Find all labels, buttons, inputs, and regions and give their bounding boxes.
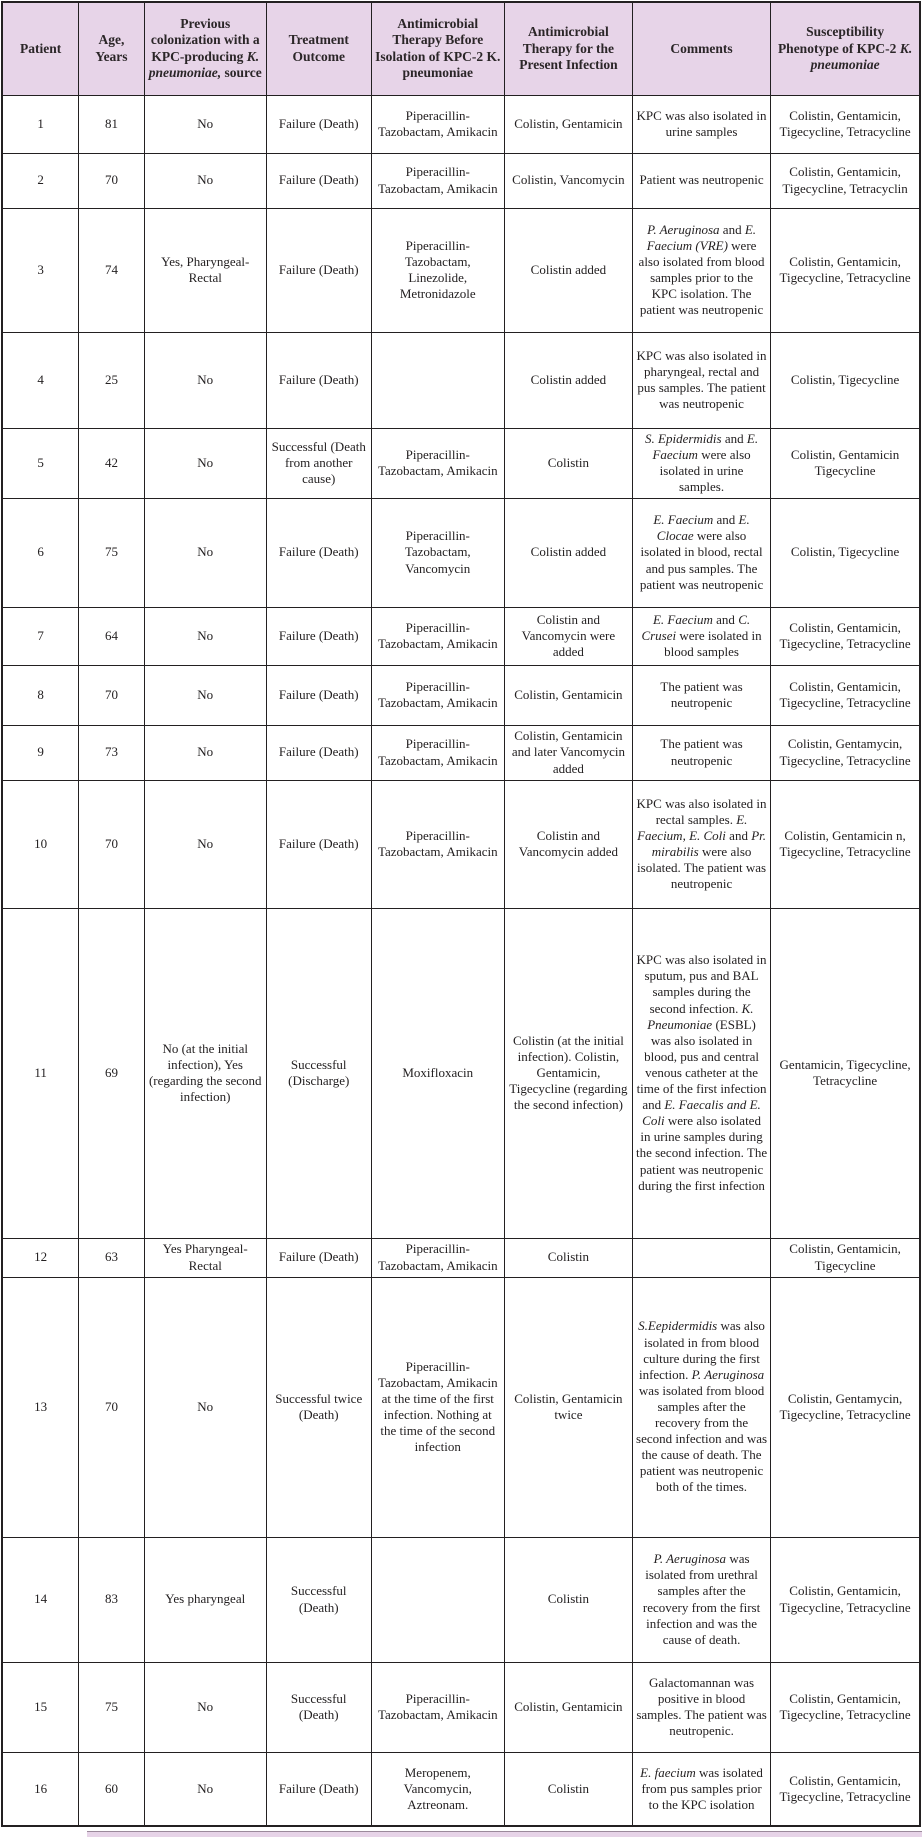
- patients-table: [1, 1, 921, 1827]
- cell-susceptibility: Colistin, Gentamicin n, Tigecycline, Tetracycline: [771, 780, 920, 908]
- table-row: [2, 908, 920, 1238]
- cell-age: 83: [79, 1537, 145, 1662]
- cell-age: 75: [79, 498, 145, 607]
- cell-age: 70: [79, 780, 145, 908]
- cell-susceptibility: Colistin, Gentamicin, Tigecycline, Tetracycline: [771, 607, 920, 665]
- cell-therapy_before: [371, 332, 504, 428]
- cell-therapy_before: Moxifloxacin: [371, 908, 504, 1238]
- cell-therapy_before: Piperacillin-Tazobactam, Amikacin: [371, 725, 504, 780]
- cell-therapy_present: Colistin, Gentamicin: [504, 665, 632, 725]
- cell-comments: P. Aeruginosa and E. Faecium (VRE) were also isolated from blood samples prior to the KPC isolation. The patient was neutropenic: [632, 208, 770, 332]
- cell-patient: 5: [2, 428, 79, 498]
- table-row: [2, 1752, 920, 1826]
- table-row: [2, 665, 920, 725]
- cell-patient: 1: [2, 95, 79, 153]
- cell-susceptibility: Colistin, Gentamycin, Tigecycline, Tetracycline: [771, 725, 920, 780]
- cell-prev_colonization: No: [144, 665, 266, 725]
- cell-susceptibility: Colistin, Tigecycline: [771, 332, 920, 428]
- table-row: [2, 498, 920, 607]
- cell-patient: 6: [2, 498, 79, 607]
- cell-prev_colonization: No: [144, 332, 266, 428]
- cell-therapy_before: [371, 1537, 504, 1662]
- cell-patient: 7: [2, 607, 79, 665]
- col-header-patient: Patient: [2, 2, 79, 95]
- cell-comments: E. faecium was isolated from pus samples prior to the KPC isolation: [632, 1752, 770, 1826]
- cell-therapy_present: Colistin, Gentamicin and later Vancomycin added: [504, 725, 632, 780]
- cell-prev_colonization: Yes, Pharyngeal-Rectal: [144, 208, 266, 332]
- table-row: [2, 607, 920, 665]
- cell-susceptibility: Colistin, Gentamicin Tigecycline: [771, 428, 920, 498]
- header-row: [2, 2, 920, 95]
- cell-therapy_before: Piperacillin-Tazobactam, Amikacin: [371, 1238, 504, 1277]
- cell-therapy_present: Colistin and Vancomycin added: [504, 780, 632, 908]
- cell-comments: The patient was neutropenic: [632, 725, 770, 780]
- cell-comments: P. Aeruginosa was isolated from urethral samples after the recovery from the first infection and was the cause of death.: [632, 1537, 770, 1662]
- cell-comments: KPC was also isolated in pharyngeal, rectal and pus samples. The patient was neutropenic: [632, 332, 770, 428]
- cell-treatment_outcome: Successful (Death from another cause): [266, 428, 371, 498]
- cell-therapy_present: Colistin added: [504, 332, 632, 428]
- table-body: [2, 95, 920, 1826]
- cell-treatment_outcome: Failure (Death): [266, 607, 371, 665]
- cell-treatment_outcome: Failure (Death): [266, 332, 371, 428]
- cell-comments: E. Faecium and E. Clocae were also isolated in blood, rectal and pus samples. The patient was neutropenic: [632, 498, 770, 607]
- cell-comments: KPC was also isolated in urine samples: [632, 95, 770, 153]
- cell-therapy_before: Piperacillin-Tazobactam, Amikacin: [371, 780, 504, 908]
- cell-therapy_before: Piperacillin-Tazobactam, Amikacin: [371, 95, 504, 153]
- cell-age: 42: [79, 428, 145, 498]
- cell-patient: 11: [2, 908, 79, 1238]
- cell-prev_colonization: Yes Pharyngeal-Rectal: [144, 1238, 266, 1277]
- cell-therapy_before: Meropenem, Vancomycin, Aztreonam.: [371, 1752, 504, 1826]
- cell-patient: 2: [2, 153, 79, 208]
- cell-patient: 3: [2, 208, 79, 332]
- cell-treatment_outcome: Failure (Death): [266, 153, 371, 208]
- cell-patient: 4: [2, 332, 79, 428]
- cell-age: 70: [79, 665, 145, 725]
- table-row: [2, 95, 920, 153]
- cell-prev_colonization: No: [144, 780, 266, 908]
- col-header-comments: Comments: [632, 2, 770, 95]
- cell-age: 81: [79, 95, 145, 153]
- cell-age: 75: [79, 1662, 145, 1752]
- cell-susceptibility: Colistin, Gentamicin, Tigecycline, Tetracyclin: [771, 153, 920, 208]
- cell-susceptibility: Colistin, Gentamicin, Tigecycline, Tetracycline: [771, 1662, 920, 1752]
- cell-therapy_before: Piperacillin-Tazobactam, Amikacin: [371, 428, 504, 498]
- cell-treatment_outcome: Failure (Death): [266, 1752, 371, 1826]
- cell-therapy_present: Colistin added: [504, 208, 632, 332]
- col-header-therapy_before: Antimicrobial Therapy Before Isolation of KPC-2 K. pneumoniae: [371, 2, 504, 95]
- table-row: [2, 1238, 920, 1277]
- cell-therapy_present: Colistin: [504, 1537, 632, 1662]
- table-row: [2, 1277, 920, 1537]
- cell-susceptibility: Colistin, Gentamicin, Tigecycline, Tetracycline: [771, 665, 920, 725]
- table-row: [2, 1537, 920, 1662]
- cell-comments: KPC was also isolated in rectal samples. E. Faecium, E. Coli and Pr. mirabilis were also isolated. The patient was neutropenic: [632, 780, 770, 908]
- cell-therapy_before: Piperacillin-Tazobactam, Linezolide, Metronidazole: [371, 208, 504, 332]
- cell-prev_colonization: No: [144, 607, 266, 665]
- cell-age: 70: [79, 1277, 145, 1537]
- cell-therapy_present: Colistin: [504, 1752, 632, 1826]
- table-row: [2, 725, 920, 780]
- cell-comments: The patient was neutropenic: [632, 665, 770, 725]
- cell-susceptibility: Colistin, Gentamicin, Tigecycline: [771, 1238, 920, 1277]
- cell-age: 60: [79, 1752, 145, 1826]
- cell-susceptibility: Colistin, Gentamicin, Tigecycline, Tetracycline: [771, 1752, 920, 1826]
- cell-therapy_before: Piperacillin-Tazobactam, Amikacin: [371, 1662, 504, 1752]
- cell-treatment_outcome: Successful (Death): [266, 1662, 371, 1752]
- cell-comments: S. Epidermidis and E. Faecium were also isolated in urine samples.: [632, 428, 770, 498]
- col-header-susceptibility: Susceptibility Phenotype of KPC-2 K. pneumoniae: [771, 2, 920, 95]
- cell-prev_colonization: No (at the initial infection), Yes (regarding the second infection): [144, 908, 266, 1238]
- cell-treatment_outcome: Failure (Death): [266, 95, 371, 153]
- cell-therapy_present: Colistin, Vancomycin: [504, 153, 632, 208]
- cell-therapy_present: Colistin, Gentamicin: [504, 95, 632, 153]
- table-row: [2, 780, 920, 908]
- cell-patient: 15: [2, 1662, 79, 1752]
- cell-therapy_before: Piperacillin-Tazobactam, Amikacin: [371, 153, 504, 208]
- table-row: [2, 153, 920, 208]
- col-header-treatment_outcome: Treatment Outcome: [266, 2, 371, 95]
- cell-treatment_outcome: Failure (Death): [266, 780, 371, 908]
- cell-prev_colonization: No: [144, 498, 266, 607]
- cell-age: 63: [79, 1238, 145, 1277]
- cell-susceptibility: Colistin, Gentamycin, Tigecycline, Tetracycline: [771, 1277, 920, 1537]
- cell-therapy_present: Colistin: [504, 1238, 632, 1277]
- cell-therapy_before: Piperacillin-Tazobactam, Amikacin: [371, 607, 504, 665]
- cell-comments: Galactomannan was positive in blood samples. The patient was neutropenic.: [632, 1662, 770, 1752]
- cell-susceptibility: Colistin, Gentamicin, Tigecycline, Tetracycline: [771, 1537, 920, 1662]
- cell-patient: 16: [2, 1752, 79, 1826]
- table-row: [2, 332, 920, 428]
- table-row: [2, 208, 920, 332]
- cell-comments: KPC was also isolated in sputum, pus and BAL samples during the second infection. K. Pneumoniae (ESBL) was also isolated in blood, pus and central venous catheter at the time of the first infection and E. Faecalis and E. Coli were also isolated in urine samples during the second infection. The patient was neutropenic during the first infection: [632, 908, 770, 1238]
- cell-age: 69: [79, 908, 145, 1238]
- cell-prev_colonization: Yes pharyngeal: [144, 1537, 266, 1662]
- cell-age: 70: [79, 153, 145, 208]
- cell-age: 64: [79, 607, 145, 665]
- cell-age: 25: [79, 332, 145, 428]
- table-row: [2, 428, 920, 498]
- col-header-therapy_present: Antimicrobial Therapy for the Present Infection: [504, 2, 632, 95]
- cell-susceptibility: Colistin, Gentamicin, Tigecycline, Tetracycline: [771, 208, 920, 332]
- cell-comments: [632, 1238, 770, 1277]
- cell-comments: Patient was neutropenic: [632, 153, 770, 208]
- cell-therapy_present: Colistin (at the initial infection). Colistin, Gentamicin, Tigecycline (regarding the second infection): [504, 908, 632, 1238]
- cell-prev_colonization: No: [144, 725, 266, 780]
- cell-patient: 10: [2, 780, 79, 908]
- cell-treatment_outcome: Successful (Discharge): [266, 908, 371, 1238]
- cell-age: 73: [79, 725, 145, 780]
- col-header-age: Age, Years: [79, 2, 145, 95]
- cell-treatment_outcome: Failure (Death): [266, 498, 371, 607]
- cell-prev_colonization: No: [144, 1277, 266, 1537]
- cell-patient: 8: [2, 665, 79, 725]
- cell-prev_colonization: No: [144, 153, 266, 208]
- cell-comments: E. Faecium and C. Crusei were isolated in blood samples: [632, 607, 770, 665]
- cell-treatment_outcome: Successful twice (Death): [266, 1277, 371, 1537]
- cell-susceptibility: Colistin, Tigecycline: [771, 498, 920, 607]
- cell-comments: S.Eepidermidis was also isolated in from blood culture during the first infection. P. Aeruginosa was isolated from blood samples after the recovery from the second infection and was the cause of death. The patient was neutropenic both of the times.: [632, 1277, 770, 1537]
- cell-susceptibility: Gentamicin, Tigecycline, Tetracycline: [771, 908, 920, 1238]
- cell-therapy_present: Colistin added: [504, 498, 632, 607]
- cell-therapy_before: Piperacillin-Tazobactam, Amikacin at the time of the first infection. Nothing at the time of the second infection: [371, 1277, 504, 1537]
- cell-prev_colonization: No: [144, 428, 266, 498]
- next-table-header-sliver: [87, 1831, 922, 1837]
- cell-therapy_present: Colistin, Gentamicin: [504, 1662, 632, 1752]
- cell-therapy_before: Piperacillin-Tazobactam, Vancomycin: [371, 498, 504, 607]
- cell-therapy_present: Colistin and Vancomycin were added: [504, 607, 632, 665]
- cell-patient: 12: [2, 1238, 79, 1277]
- table-header: [2, 2, 920, 95]
- cell-treatment_outcome: Successful (Death): [266, 1537, 371, 1662]
- cell-treatment_outcome: Failure (Death): [266, 208, 371, 332]
- table-row: [2, 1662, 920, 1752]
- cell-treatment_outcome: Failure (Death): [266, 665, 371, 725]
- cell-patient: 14: [2, 1537, 79, 1662]
- cell-age: 74: [79, 208, 145, 332]
- cell-treatment_outcome: Failure (Death): [266, 1238, 371, 1277]
- col-header-prev_colonization: Previous colonization with a KPC-producing K. pneumoniae, source: [144, 2, 266, 95]
- cell-therapy_present: Colistin: [504, 428, 632, 498]
- cell-susceptibility: Colistin, Gentamicin, Tigecycline, Tetracycline: [771, 95, 920, 153]
- cell-prev_colonization: No: [144, 95, 266, 153]
- cell-prev_colonization: No: [144, 1662, 266, 1752]
- cell-therapy_before: Piperacillin-Tazobactam, Amikacin: [371, 665, 504, 725]
- page: [0, 1, 922, 1837]
- cell-patient: 9: [2, 725, 79, 780]
- cell-patient: 13: [2, 1277, 79, 1537]
- cell-treatment_outcome: Failure (Death): [266, 725, 371, 780]
- cell-prev_colonization: No: [144, 1752, 266, 1826]
- cell-therapy_present: Colistin, Gentamicin twice: [504, 1277, 632, 1537]
